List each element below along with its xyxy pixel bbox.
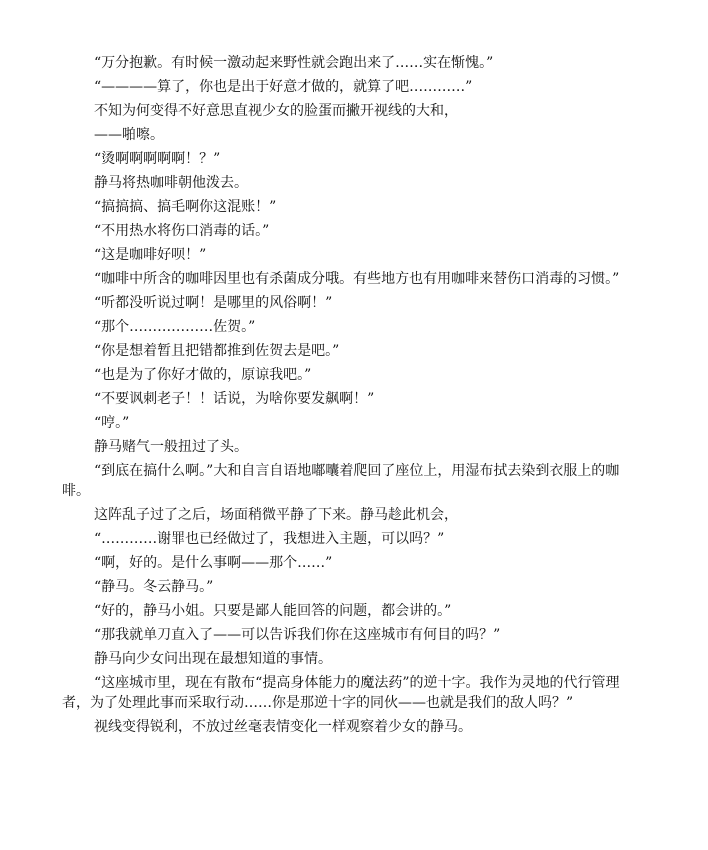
paragraph: “那个………………佐贺。” [94,319,256,335]
paragraph: “不要讽刺老子！！话说，为啥你要发飙啊！” [94,391,375,407]
paragraph: “这是咖啡好呗！” [94,247,207,263]
paragraph: “那我就单刀直入了——可以告诉我们你在这座城市有何目的吗？” [94,627,501,643]
paragraph: 视线变得锐利，不放过丝毫表情变化一样观察着少女的静马。 [94,719,472,735]
paragraph: “听都没听说过啊！是哪里的风俗啊！” [94,295,333,311]
paragraph: “咖啡中所含的咖啡因里也有杀菌成分哦。有些地方也有用咖啡来替伤口消毒的习惯。” [94,271,620,287]
paragraph: “烫啊啊啊啊啊！？” [94,151,221,167]
paragraph: “不用热水将伤口消毒的话。” [94,223,270,239]
paragraph: “哼。” [94,415,130,431]
paragraph: “搞搞搞、搞毛啊你这混账！” [94,199,277,215]
paragraph: “也是为了你好才做的，原谅我吧。” [94,367,312,383]
paragraph: “你是想着暂且把错都推到佐贺去是吧。” [94,343,340,359]
paragraph: 不知为何变得不好意思直视少女的脸蛋而撇开视线的大和， [94,103,458,119]
paragraph: 静马将热咖啡朝他泼去。 [94,175,248,191]
paragraph: 静马向少女问出现在最想知道的事情。 [94,651,332,667]
paragraph: “————算了，你也是出于好意才做的，就算了吧…………” [94,79,473,95]
paragraph: “到底在搞什么啊。”大和自言自语地嘟囔着爬回了座位上，用湿布拭去染到衣服上的咖啡。 [62,463,620,499]
paragraph: “静马。冬云静马。” [94,579,214,595]
paragraph: “万分抱歉。有时候一激动起来野性就会跑出来了……实在惭愧。” [94,55,494,71]
paragraph: “…………谢罪也已经做过了，我想进入主题，可以吗？” [94,531,445,547]
paragraph: ——啪嚓。 [94,127,164,143]
paragraph: 静马赌气一般扭过了头。 [94,439,248,455]
paragraph: “这座城市里，现在有散布“提高身体能力的魔法药”的逆十字。我作为灵地的代行管理者，为了处理此事而采取行动……你是那逆十字的同伙——也就是我们的敌人吗？” [62,675,620,711]
paragraph: 这阵乱子过了之后，场面稍微平静了下来。静马趁此机会， [94,507,458,523]
document-body [62,53,646,741]
paragraph: “好的，静马小姐。只要是鄙人能回答的问题，都会讲的。” [94,603,452,619]
paragraph: “啊，好的。是什么事啊——那个……” [94,555,333,571]
